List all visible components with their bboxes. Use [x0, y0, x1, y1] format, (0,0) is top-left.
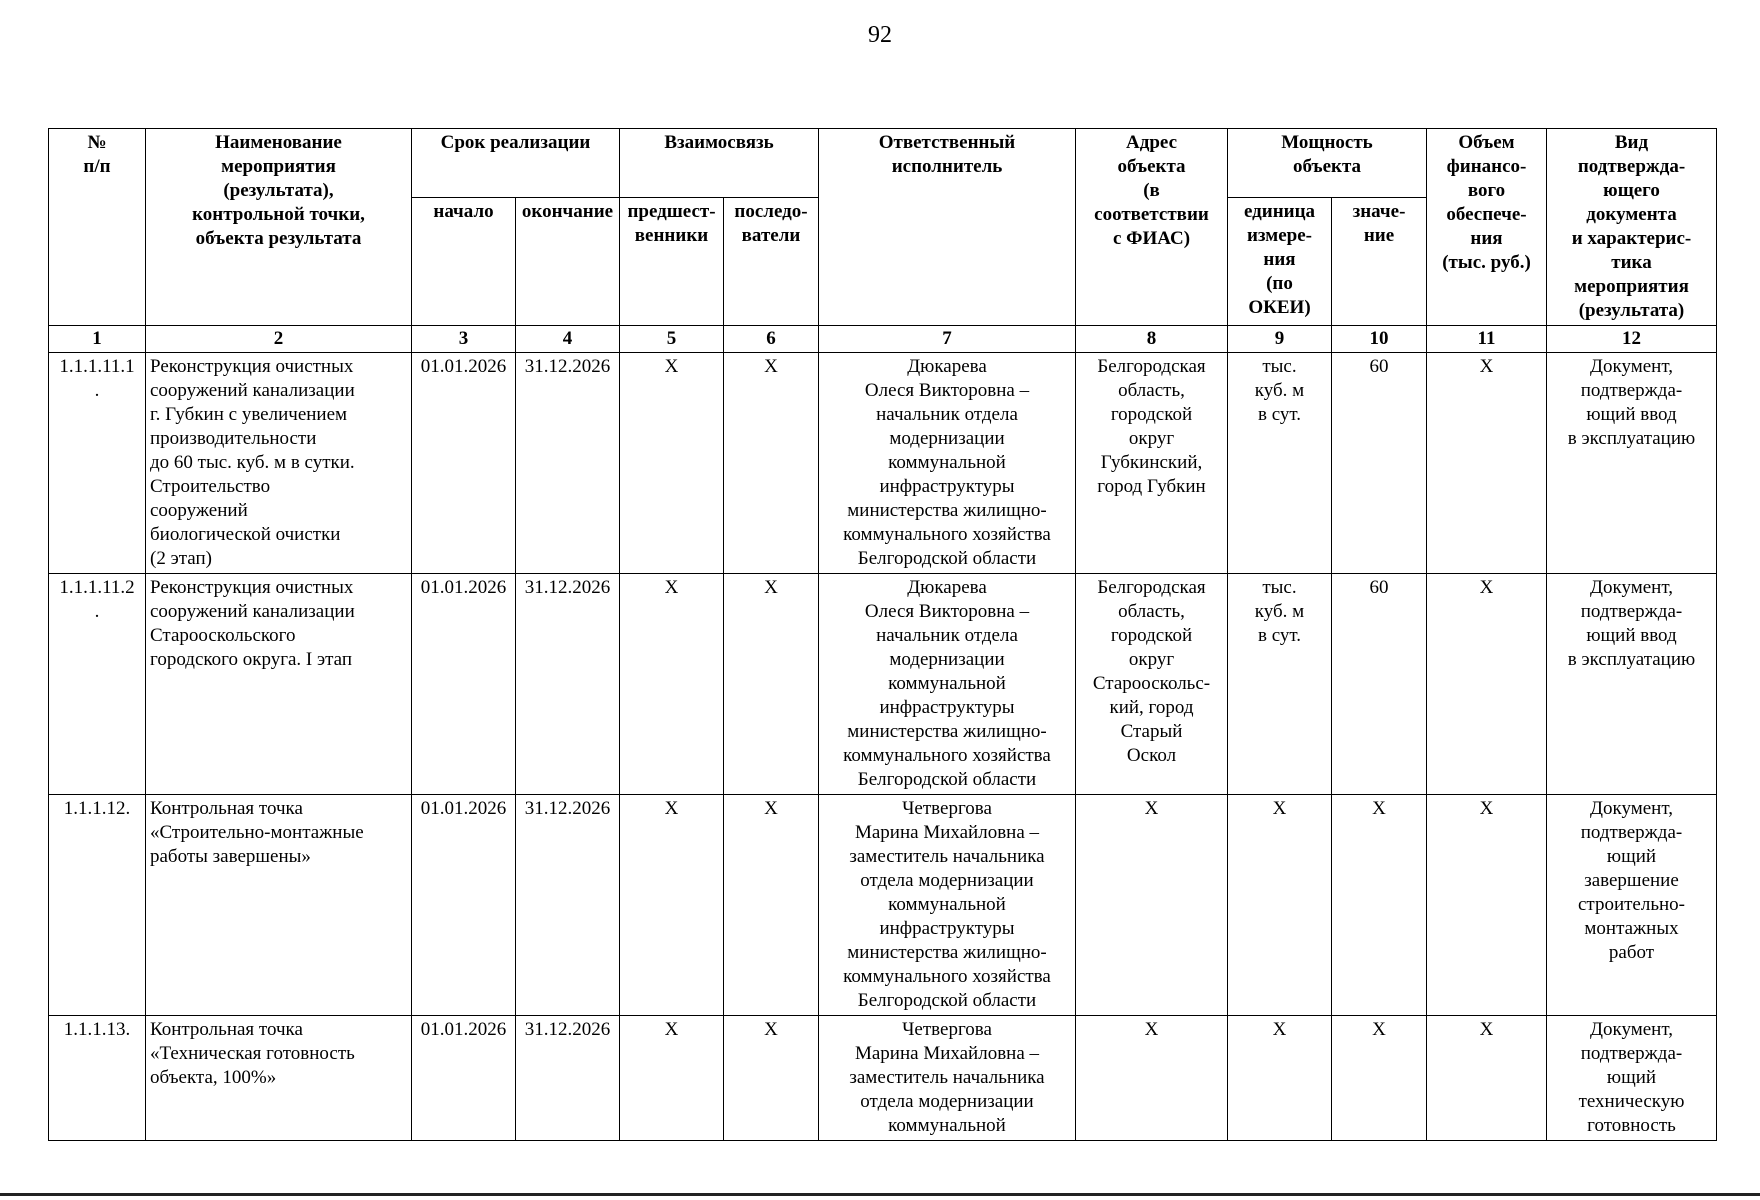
row-end: 31.12.2026 — [516, 795, 620, 1016]
row-name: Реконструкция очистных сооружений канализации Старооскольского городского округа. I этап — [146, 574, 412, 795]
column-number: 3 — [412, 326, 516, 353]
row-value: 60 — [1332, 353, 1427, 574]
row-address: X — [1076, 795, 1228, 1016]
row-finance: X — [1427, 1016, 1547, 1141]
row-num: 1.1.1.11.1 . — [49, 353, 146, 574]
header-relation-succ: последо- ватели — [724, 198, 819, 326]
table-row — [49, 574, 1717, 795]
header-row-1 — [49, 129, 1717, 198]
row-pred: X — [620, 795, 724, 1016]
row-name: Контрольная точка «Техническая готовность объекта, 100%» — [146, 1016, 412, 1141]
table-row — [49, 1016, 1717, 1141]
row-unit: X — [1228, 795, 1332, 1016]
row-end: 31.12.2026 — [516, 574, 620, 795]
row-end: 31.12.2026 — [516, 1016, 620, 1141]
header-period: Срок реализации — [412, 129, 620, 198]
row-succ: X — [724, 1016, 819, 1141]
row-doc: Документ, подтвержда- ющий ввод в эксплуатацию — [1547, 353, 1717, 574]
header-name: Наименование мероприятия (результата), контрольной точки, объекта результата — [146, 129, 412, 326]
row-succ: X — [724, 353, 819, 574]
header-relation: Взаимосвязь — [620, 129, 819, 198]
column-number: 6 — [724, 326, 819, 353]
header-doc-type: Вид подтвержда- ющего документа и характерис- тика мероприятия (результата) — [1547, 129, 1717, 326]
row-unit: тыс. куб. м в сут. — [1228, 574, 1332, 795]
row-name: Контрольная точка «Строительно-монтажные работы завершены» — [146, 795, 412, 1016]
header-period-start: начало — [412, 198, 516, 326]
row-address: Белгородская область, городской округ Старооскольс- кий, город Старый Оскол — [1076, 574, 1228, 795]
column-number: 9 — [1228, 326, 1332, 353]
table-row — [49, 795, 1717, 1016]
header-executor: Ответственный исполнитель — [819, 129, 1076, 326]
row-address: Белгородская область, городской округ Губкинский, город Губкин — [1076, 353, 1228, 574]
row-value: X — [1332, 795, 1427, 1016]
row-pred: X — [620, 1016, 724, 1141]
header-relation-pred: предшест- венники — [620, 198, 724, 326]
row-unit: X — [1228, 1016, 1332, 1141]
row-value: 60 — [1332, 574, 1427, 795]
column-number: 5 — [620, 326, 724, 353]
header-finance: Объем финансо- вого обеспече- ния (тыс. руб.) — [1427, 129, 1547, 326]
row-num: 1.1.1.13. — [49, 1016, 146, 1141]
header-capacity-unit: единица измере- ния (по ОКЕИ) — [1228, 198, 1332, 326]
row-succ: X — [724, 795, 819, 1016]
row-unit: тыс. куб. м в сут. — [1228, 353, 1332, 574]
row-start: 01.01.2026 — [412, 795, 516, 1016]
row-name: Реконструкция очистных сооружений канализации г. Губкин с увеличением производительности до 60 тыс. куб. м в сутки. Строительство сооружений биологической очистки (2 этап) — [146, 353, 412, 574]
row-start: 01.01.2026 — [412, 574, 516, 795]
plan-table — [48, 128, 1717, 1141]
table-row — [49, 353, 1717, 574]
row-executor: Четвергова Марина Михайловна – заместитель начальника отдела модернизации коммунальной — [819, 1016, 1076, 1141]
header-period-end: окончание — [516, 198, 620, 326]
row-num: 1.1.1.12. — [49, 795, 146, 1016]
column-number: 4 — [516, 326, 620, 353]
column-number: 11 — [1427, 326, 1547, 353]
column-number: 7 — [819, 326, 1076, 353]
row-pred: X — [620, 574, 724, 795]
row-succ: X — [724, 574, 819, 795]
row-value: X — [1332, 1016, 1427, 1141]
row-executor: Четвергова Марина Михайловна – заместитель начальника отдела модернизации коммунальной инфраструктуры министерства жилищно- коммунального хозяйства Белгородской области — [819, 795, 1076, 1016]
row-end: 31.12.2026 — [516, 353, 620, 574]
row-finance: X — [1427, 353, 1547, 574]
column-number: 1 — [49, 326, 146, 353]
bottom-edge-line — [0, 1193, 1760, 1196]
page-number: 92 — [868, 22, 892, 48]
row-doc: Документ, подтвержда- ющий завершение строительно- монтажных работ — [1547, 795, 1717, 1016]
row-executor: Дюкарева Олеся Викторовна – начальник отдела модернизации коммунальной инфраструктуры министерства жилищно- коммунального хозяйства Белгородской области — [819, 353, 1076, 574]
row-doc: Документ, подтвержда- ющий ввод в эксплуатацию — [1547, 574, 1717, 795]
header-capacity: Мощность объекта — [1228, 129, 1427, 198]
row-finance: X — [1427, 574, 1547, 795]
header-capacity-value: значе- ние — [1332, 198, 1427, 326]
row-num: 1.1.1.11.2 . — [49, 574, 146, 795]
column-number: 8 — [1076, 326, 1228, 353]
row-pred: X — [620, 353, 724, 574]
row-address: X — [1076, 1016, 1228, 1141]
column-number: 10 — [1332, 326, 1427, 353]
row-finance: X — [1427, 795, 1547, 1016]
column-number: 12 — [1547, 326, 1717, 353]
row-doc: Документ, подтвержда- ющий техническую готовность — [1547, 1016, 1717, 1141]
header-num: № п/п — [49, 129, 146, 326]
row-executor: Дюкарева Олеся Викторовна – начальник отдела модернизации коммунальной инфраструктуры министерства жилищно- коммунального хозяйства Белгородской области — [819, 574, 1076, 795]
header-address: Адрес объекта (в соответствии с ФИАС) — [1076, 129, 1228, 326]
row-start: 01.01.2026 — [412, 353, 516, 574]
column-number-row — [49, 326, 1717, 353]
row-start: 01.01.2026 — [412, 1016, 516, 1141]
column-number: 2 — [146, 326, 412, 353]
